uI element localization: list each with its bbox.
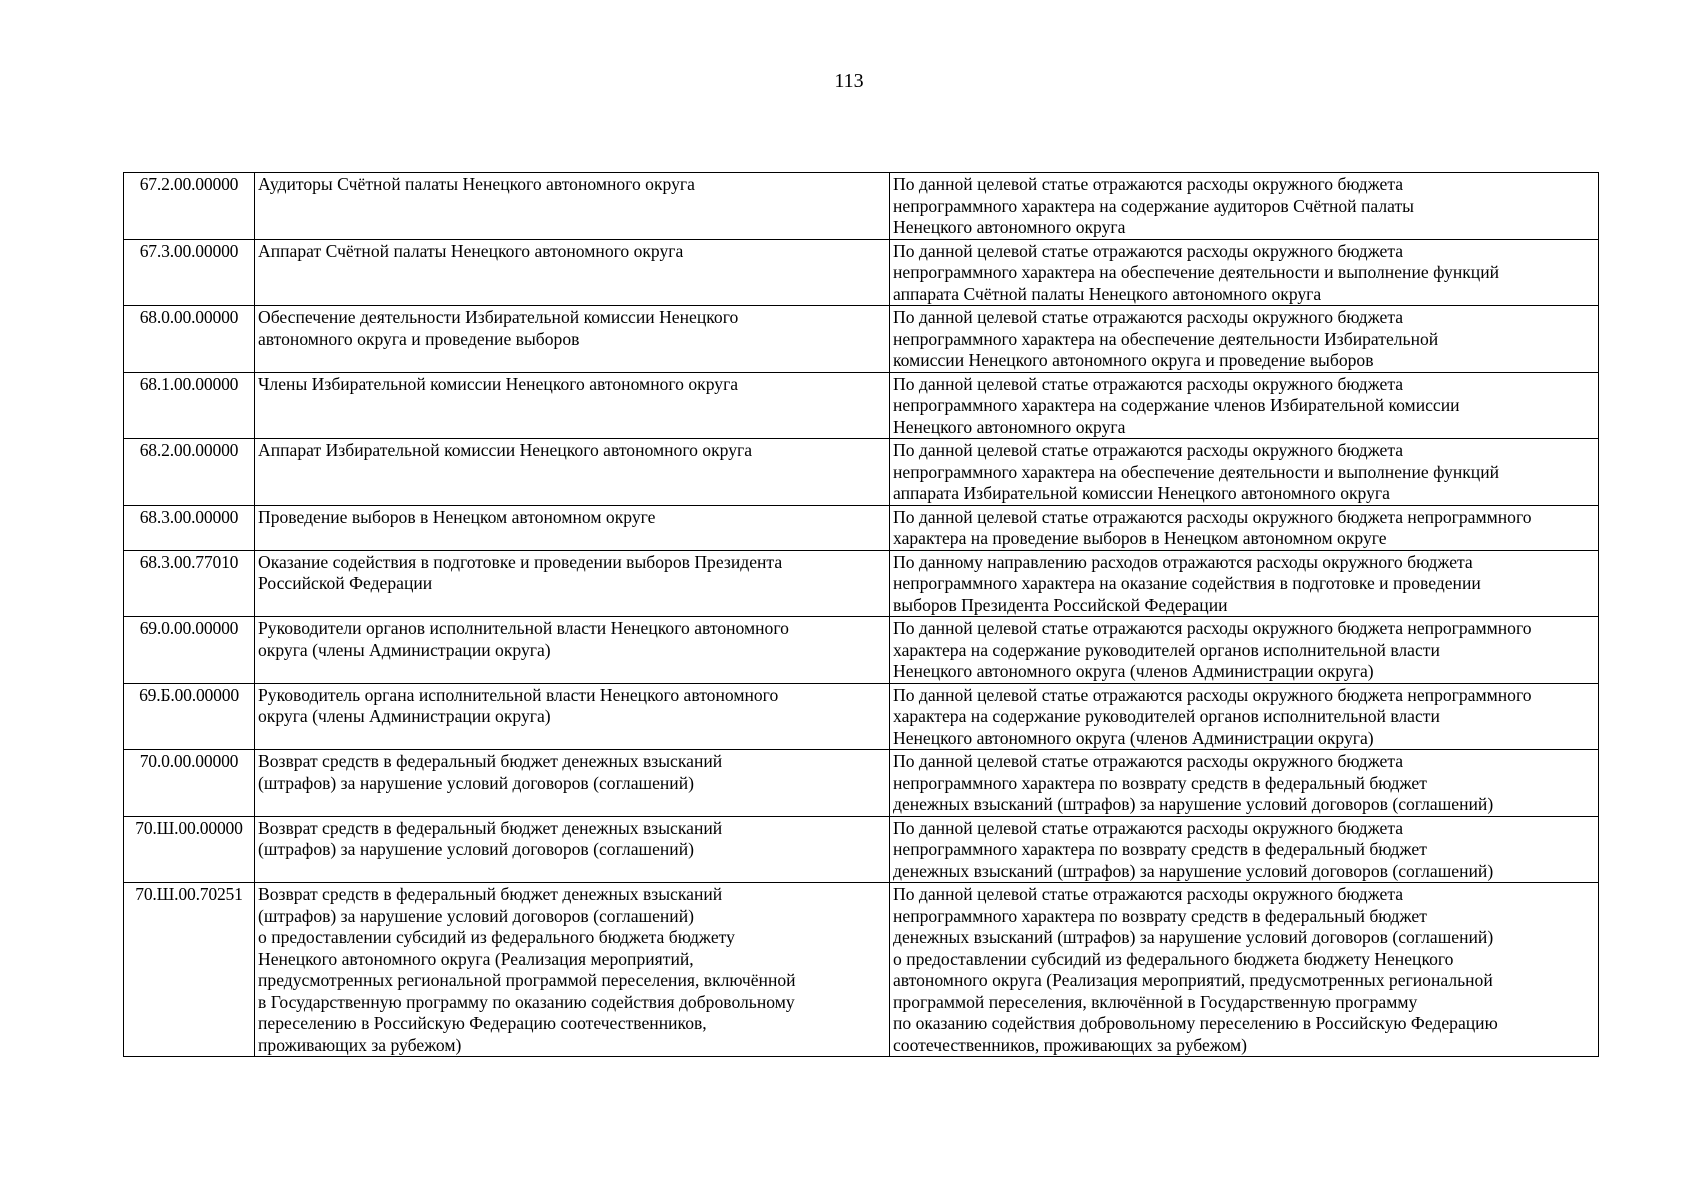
code-cell — [124, 883, 255, 1057]
description-cell-text: По данному направлению расходов отражаются расходы окружного бюджета непрограммного характера на оказание содействия в подготовке и проведении выборов Президента Российской Федерации — [893, 551, 1481, 615]
code-cell-text: 67.2.00.00000 — [139, 174, 239, 194]
description-cell-text: По данной целевой статье отражаются расходы окружного бюджета непрограммного характера по возврату средств в федеральный бюджет денежных взысканий (штрафов) за нарушение условий договоров (соглашений) — [893, 751, 1494, 814]
description-cell — [890, 617, 1599, 684]
table-row — [124, 439, 1599, 506]
description-cell-text: По данной целевой статье отражаются расходы окружного бюджета непрограммного характера на проведение выборов в Ненецком автономном округе — [893, 506, 1532, 548]
name-cell-text: Обеспечение деятельности Избирательной комиссии Ненецкого автономного округа и проведение выборов — [258, 307, 739, 349]
description-cell — [890, 883, 1599, 1057]
code-cell-text: 70.Ш.00.00000 — [135, 817, 243, 838]
code-cell-text: 67.3.00.00000 — [139, 240, 239, 261]
table-row — [124, 173, 1599, 240]
name-cell — [255, 505, 890, 550]
description-cell-text: По данной целевой статье отражаются расходы окружного бюджета непрограммного характера на содержание аудиторов Счётной палаты Ненецкого автономного округа — [893, 174, 1415, 237]
name-cell-text: Проведение выборов в Ненецком автономном округе — [258, 506, 656, 527]
description-cell — [890, 750, 1599, 817]
description-cell — [890, 306, 1599, 373]
table-row — [124, 816, 1599, 883]
name-cell — [255, 306, 890, 373]
name-cell-text: Возврат средств в федеральный бюджет денежных взысканий (штрафов) за нарушение условий договоров (соглашений) о предоставлении субсидий из федерального бюджета бюджету Ненецкого автономного округа (Реализация мероприятий, предусмотренных региональной программой переселения, включённой в Государственную программу по оказанию содействия добровольному переселению в Российскую Федерацию соотечественников, проживающих за рубежом) — [258, 884, 796, 1055]
code-cell-text: 68.3.00.00000 — [139, 506, 239, 527]
code-cell — [124, 617, 255, 684]
code-cell — [124, 750, 255, 817]
table-row — [124, 683, 1599, 750]
code-cell-text: 68.1.00.00000 — [139, 373, 239, 394]
description-cell — [890, 505, 1599, 550]
code-cell-text: 70.Ш.00.70251 — [135, 884, 243, 904]
name-cell-text: Возврат средств в федеральный бюджет денежных взысканий (штрафов) за нарушение условий договоров (соглашений) — [258, 751, 723, 793]
description-cell — [890, 173, 1599, 240]
description-cell-text: По данной целевой статье отражаются расходы окружного бюджета непрограммного характера на содержание членов Избирательной комиссии Ненецкого автономного округа — [893, 373, 1460, 437]
description-cell — [890, 372, 1599, 439]
description-cell-text: По данной целевой статье отражаются расходы окружного бюджета непрограммного характера на содержание руководителей органов исполнительной власти Ненецкого автономного округа (членов Администрации округа) — [893, 618, 1532, 681]
code-cell — [124, 173, 255, 240]
description-cell-text: По данной целевой статье отражаются расходы окружного бюджета непрограммного характера по возврату средств в федеральный бюджет денежных взысканий (штрафов) за нарушение условий договоров (соглашений) о предоставлении субсидий из федерального бюджета бюджету Ненецкого автономного округа (Реализация мероприятий, предусмотренных региональной программой переселения, включённой в Государственную программу по оказанию содействия добровольному переселению в Российскую Федерацию соотечественников, проживающих за рубежом) — [893, 884, 1498, 1055]
table-row — [124, 750, 1599, 817]
name-cell — [255, 439, 890, 506]
page-number: 113 — [834, 70, 864, 92]
table-row — [124, 239, 1599, 306]
table-body — [124, 173, 1599, 1057]
name-cell — [255, 883, 890, 1057]
table-row — [124, 306, 1599, 373]
description-cell-text: По данной целевой статье отражаются расходы окружного бюджета непрограммного характера по возврату средств в федеральный бюджет денежных взысканий (штрафов) за нарушение условий договоров (соглашений) — [893, 817, 1494, 881]
code-cell — [124, 439, 255, 506]
name-cell-text: Руководитель органа исполнительной власти Ненецкого автономного округа (члены Администрации округа) — [258, 684, 779, 726]
name-cell — [255, 372, 890, 439]
description-cell-text: По данной целевой статье отражаются расходы окружного бюджета непрограммного характера на содержание руководителей органов исполнительной власти Ненецкого автономного округа (членов Администрации округа) — [893, 684, 1532, 748]
name-cell — [255, 239, 890, 306]
code-cell-text: 68.0.00.00000 — [139, 307, 239, 327]
table-row — [124, 617, 1599, 684]
code-cell — [124, 683, 255, 750]
name-cell-text: Аппарат Избирательной комиссии Ненецкого автономного округа — [258, 440, 753, 460]
code-cell-text: 70.0.00.00000 — [139, 751, 239, 771]
name-cell-text: Аппарат Счётной палаты Ненецкого автономного округа — [258, 240, 684, 261]
name-cell-text: Возврат средств в федеральный бюджет денежных взысканий (штрафов) за нарушение условий договоров (соглашений) — [258, 817, 723, 859]
code-cell — [124, 505, 255, 550]
table-row — [124, 550, 1599, 617]
code-cell — [124, 239, 255, 306]
code-cell — [124, 306, 255, 373]
name-cell-text: Члены Избирательной комиссии Ненецкого автономного округа — [258, 373, 739, 394]
name-cell-text: Оказание содействия в подготовке и проведении выборов Президента Российской Федерации — [258, 551, 783, 593]
description-cell-text: По данной целевой статье отражаются расходы окружного бюджета непрограммного характера на обеспечение деятельности и выполнение функций аппарата Избирательной комиссии Ненецкого автономного округа — [893, 440, 1500, 503]
code-cell-text: 69.Б.00.00000 — [139, 684, 239, 705]
name-cell-text: Руководители органов исполнительной власти Ненецкого автономного округа (члены Администрации округа) — [258, 618, 789, 660]
description-cell — [890, 550, 1599, 617]
code-cell — [124, 372, 255, 439]
description-cell — [890, 683, 1599, 750]
name-cell — [255, 683, 890, 750]
description-cell — [890, 239, 1599, 306]
code-cell — [124, 550, 255, 617]
budget-classification-table — [123, 172, 1599, 1057]
name-cell — [255, 750, 890, 817]
name-cell — [255, 550, 890, 617]
code-cell — [124, 816, 255, 883]
code-cell-text: 69.0.00.00000 — [139, 618, 239, 638]
table-row — [124, 505, 1599, 550]
code-cell-text: 68.3.00.77010 — [139, 551, 239, 572]
description-cell — [890, 439, 1599, 506]
code-cell-text: 68.2.00.00000 — [139, 440, 239, 460]
name-cell-text: Аудиторы Счётной палаты Ненецкого автономного округа — [258, 174, 695, 194]
name-cell — [255, 173, 890, 240]
description-cell-text: По данной целевой статье отражаются расходы окружного бюджета непрограммного характера на обеспечение деятельности Избирательной комиссии Ненецкого автономного округа и проведение выборов — [893, 307, 1439, 370]
table-row — [124, 883, 1599, 1057]
name-cell — [255, 617, 890, 684]
description-cell — [890, 816, 1599, 883]
name-cell — [255, 816, 890, 883]
table-row — [124, 372, 1599, 439]
description-cell-text: По данной целевой статье отражаются расходы окружного бюджета непрограммного характера на обеспечение деятельности и выполнение функций аппарата Счётной палаты Ненецкого автономного округа — [893, 240, 1500, 304]
